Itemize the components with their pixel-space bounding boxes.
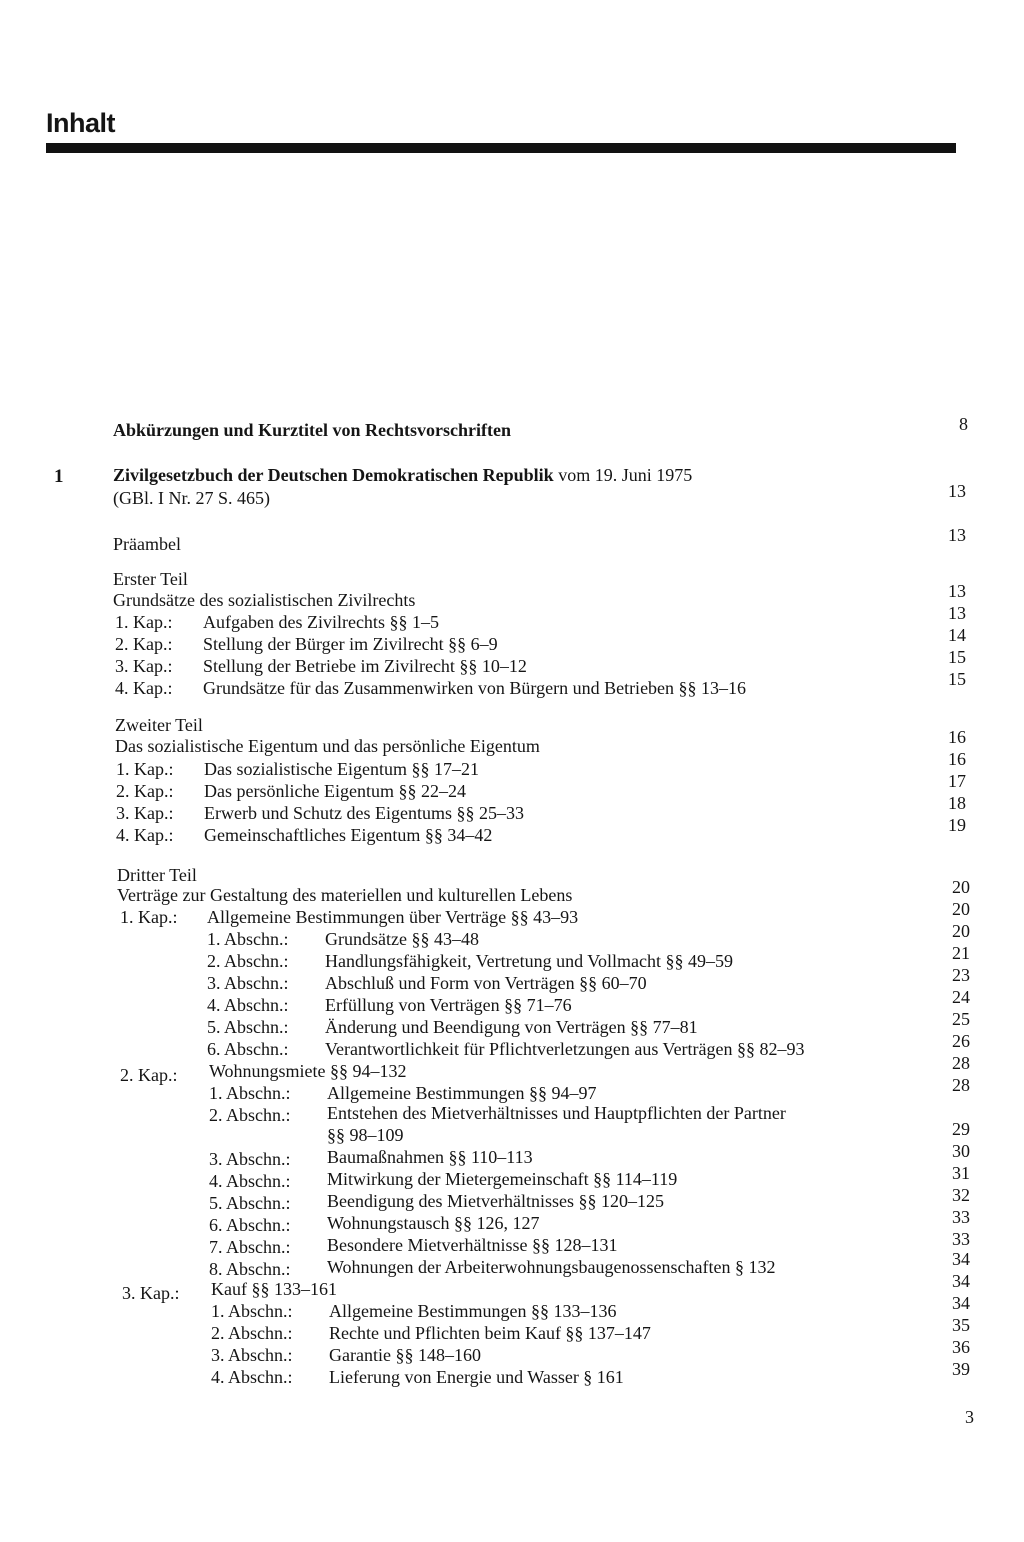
teil1-kap1-page: 13 (948, 603, 966, 623)
teil1-kap4-title: Grundsätze für das Zusammenwirken von Bürgern und Betrieben §§ 13–16 (203, 678, 747, 698)
teil1-kap2-label: 2. Kap.: (115, 634, 173, 654)
teil2-kap2-title: Das persönliche Eigentum §§ 22–24 (204, 781, 466, 801)
kap2-abschn5-page: 32 (952, 1185, 970, 1205)
kap2-abschn7-label: 7. Abschn.: (209, 1237, 291, 1257)
kap1-abschn1-page: 20 (952, 921, 970, 941)
teil3-kap2-page: 28 (952, 1053, 970, 1073)
kap2-abschn7-page: 33 (952, 1229, 970, 1249)
kap1-abschn3-page: 23 (952, 965, 970, 985)
teil2-kap4-label: 4. Kap.: (116, 825, 174, 845)
kap3-abschn4-label: 4. Abschn.: (211, 1367, 293, 1387)
teil3-kap3-title: Kauf §§ 133–161 (211, 1279, 337, 1299)
teil3-kap3-page: 34 (952, 1271, 970, 1291)
teil2-kap1-title: Das sozialistische Eigentum §§ 17–21 (204, 759, 479, 779)
kap3-abschn1-page: 34 (952, 1293, 970, 1313)
kap1-abschn3-label: 3. Abschn.: (207, 973, 289, 993)
kap1-abschn2-title: Handlungsfähigkeit, Vertretung und Vollmacht §§ 49–59 (325, 951, 733, 971)
teil2-kap3-label: 3. Kap.: (116, 803, 174, 823)
teil2-kap1-page: 16 (948, 749, 966, 769)
kap1-abschn5-page: 25 (952, 1009, 970, 1029)
kap2-abschn4-page: 31 (952, 1163, 970, 1183)
abbrev-title: Abkürzungen und Kurztitel von Rechtsvorschriften (113, 420, 512, 440)
teil2-kap4-page: 19 (948, 815, 966, 835)
kap2-abschn3-label: 3. Abschn.: (209, 1149, 291, 1169)
kap2-abschn3-page: 30 (952, 1141, 970, 1161)
kap2-abschn2-title-cont: §§ 98–109 (327, 1125, 404, 1145)
teil3-label: Dritter Teil (117, 865, 197, 885)
teil3-kap2-title: Wohnungsmiete §§ 94–132 (209, 1061, 407, 1081)
kap3-abschn3-label: 3. Abschn.: (211, 1345, 293, 1365)
teil1-kap1-label: 1. Kap.: (115, 612, 173, 632)
teil3-kap1-title: Allgemeine Bestimmungen über Verträge §§ 43–93 (207, 907, 579, 927)
teil2-title: Das sozialistische Eigentum und das persönliche Eigentum (115, 736, 540, 756)
teil2-kap2-label: 2. Kap.: (116, 781, 174, 801)
teil1-kap1-title: Aufgaben des Zivilrechts §§ 1–5 (203, 612, 439, 632)
kap3-abschn3-page: 36 (952, 1337, 970, 1357)
section-title-rest: vom 19. Juni 1975 (553, 465, 693, 485)
section-page: 13 (948, 481, 966, 501)
kap2-abschn8-title: Wohnungen der Arbeiterwohnungsbaugenossenschaften § 132 (327, 1257, 776, 1277)
kap3-abschn2-page: 35 (952, 1315, 970, 1335)
kap2-abschn8-label: 8. Abschn.: (209, 1259, 291, 1279)
kap2-abschn4-title: Mitwirkung der Mietergemeinschaft §§ 114–119 (327, 1169, 678, 1189)
teil1-kap4-page: 15 (948, 669, 966, 689)
kap1-abschn6-title: Verantwortlichkeit für Pflichtverletzungen aus Verträgen §§ 82–93 (325, 1039, 805, 1059)
kap1-abschn2-page: 21 (952, 943, 970, 963)
teil1-label: Erster Teil (113, 569, 188, 589)
section-citation: (GBl. I Nr. 27 S. 465) (113, 488, 270, 508)
page-title: Inhalt (46, 108, 115, 138)
kap3-abschn4-page: 39 (952, 1359, 970, 1379)
teil1-kap2-title: Stellung der Bürger im Zivilrecht §§ 6–9 (203, 634, 498, 654)
kap2-abschn2-title: Entstehen des Mietverhältnisses und Hauptpflichten der Partner (327, 1103, 786, 1123)
teil2-kap4-title: Gemeinschaftliches Eigentum §§ 34–42 (204, 825, 493, 845)
kap1-abschn4-page: 24 (952, 987, 970, 1007)
kap1-abschn2-label: 2. Abschn.: (207, 951, 289, 971)
teil1-title: Grundsätze des sozialistischen Zivilrechts (113, 590, 416, 610)
kap1-abschn3-title: Abschluß und Form von Verträgen §§ 60–70 (325, 973, 647, 993)
kap2-abschn7-title: Besondere Mietverhältnisse §§ 128–131 (327, 1235, 618, 1255)
teil1-kap3-page: 15 (948, 647, 966, 667)
teil2-page: 16 (948, 727, 966, 747)
kap3-abschn3-title: Garantie §§ 148–160 (329, 1345, 481, 1365)
title-rule (46, 143, 956, 153)
teil1-page: 13 (948, 581, 966, 601)
kap3-abschn1-label: 1. Abschn.: (211, 1301, 293, 1321)
kap1-abschn4-title: Erfüllung von Verträgen §§ 71–76 (325, 995, 572, 1015)
teil2-kap3-page: 18 (948, 793, 966, 813)
teil3-page: 20 (952, 877, 970, 897)
kap1-abschn5-label: 5. Abschn.: (207, 1017, 289, 1037)
kap2-abschn6-label: 6. Abschn.: (209, 1215, 291, 1235)
section-title (113, 464, 692, 486)
kap2-abschn5-label: 5. Abschn.: (209, 1193, 291, 1213)
kap2-abschn4-label: 4. Abschn.: (209, 1171, 291, 1191)
kap2-abschn1-label: 1. Abschn.: (209, 1083, 291, 1103)
kap2-abschn1-page: 28 (952, 1075, 970, 1095)
kap1-abschn1-title: Grundsätze §§ 43–48 (325, 929, 479, 949)
kap2-abschn6-page: 33 (952, 1207, 970, 1227)
teil1-kap2-page: 14 (948, 625, 966, 645)
section-title-bold: Zivilgesetzbuch der Deutschen Demokratischen Republik (113, 465, 554, 485)
abbrev-page: 8 (959, 414, 968, 434)
kap2-abschn1-title: Allgemeine Bestimmungen §§ 94–97 (327, 1083, 597, 1103)
kap2-abschn8-page: 34 (952, 1249, 970, 1269)
kap2-abschn3-title: Baumaßnahmen §§ 110–113 (327, 1147, 533, 1167)
praeambel-page: 13 (948, 525, 966, 545)
page-number: 3 (965, 1407, 974, 1427)
kap2-abschn2-label: 2. Abschn.: (209, 1105, 291, 1125)
kap2-abschn5-title: Beendigung des Mietverhältnisses §§ 120–125 (327, 1191, 664, 1211)
teil3-kap1-page: 20 (952, 899, 970, 919)
kap3-abschn4-title: Lieferung von Energie und Wasser § 161 (329, 1367, 624, 1387)
kap2-abschn6-title: Wohnungstausch §§ 126, 127 (327, 1213, 540, 1233)
kap3-abschn2-label: 2. Abschn.: (211, 1323, 293, 1343)
teil3-kap3-label: 3. Kap.: (122, 1283, 180, 1303)
teil2-kap3-title: Erwerb und Schutz des Eigentums §§ 25–33 (204, 803, 524, 823)
teil1-kap3-label: 3. Kap.: (115, 656, 173, 676)
kap3-abschn1-title: Allgemeine Bestimmungen §§ 133–136 (329, 1301, 617, 1321)
kap1-abschn6-page: 26 (952, 1031, 970, 1051)
kap1-abschn6-label: 6. Abschn.: (207, 1039, 289, 1059)
kap1-abschn4-label: 4. Abschn.: (207, 995, 289, 1015)
teil3-kap2-label: 2. Kap.: (120, 1065, 178, 1085)
teil1-kap4-label: 4. Kap.: (115, 678, 173, 698)
teil3-kap1-label: 1. Kap.: (120, 907, 178, 927)
teil2-label: Zweiter Teil (115, 715, 203, 735)
teil3-title: Verträge zur Gestaltung des materiellen und kulturellen Lebens (117, 885, 573, 905)
teil2-kap1-label: 1. Kap.: (116, 759, 174, 779)
praeambel-label: Präambel (113, 534, 181, 554)
kap3-abschn2-title: Rechte und Pflichten beim Kauf §§ 137–147 (329, 1323, 651, 1343)
kap1-abschn5-title: Änderung und Beendigung von Verträgen §§ 77–81 (325, 1017, 698, 1037)
kap2-abschn2-page: 29 (952, 1119, 970, 1139)
kap1-abschn1-label: 1. Abschn.: (207, 929, 289, 949)
teil1-kap3-title: Stellung der Betriebe im Zivilrecht §§ 10–12 (203, 656, 527, 676)
teil2-kap2-page: 17 (948, 771, 966, 791)
section-number: 1 (54, 466, 64, 487)
